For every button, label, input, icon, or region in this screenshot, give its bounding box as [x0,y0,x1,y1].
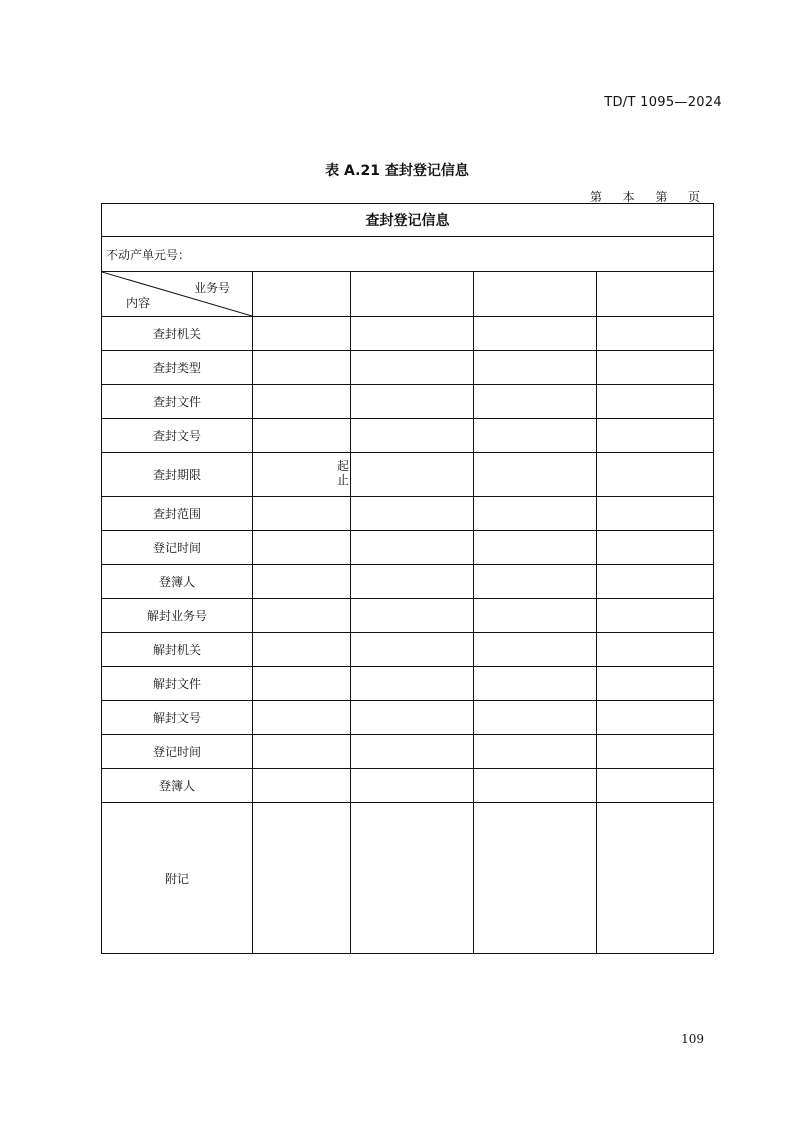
value-cell[interactable] [474,599,597,633]
table-row [102,317,714,351]
value-cell[interactable] [597,599,714,633]
row-label: 解封业务号 [102,599,253,633]
value-cell[interactable] [597,701,714,735]
value-cell[interactable] [253,667,351,701]
table-row [102,531,714,565]
row-label: 查封文号 [102,419,253,453]
value-cell[interactable] [253,531,351,565]
value-cell[interactable] [351,351,474,385]
value-cell[interactable] [474,565,597,599]
value-cell[interactable] [253,701,351,735]
period-end-label: 止 [336,473,349,487]
value-cell[interactable] [351,453,474,497]
diag-header-content: 内容 [126,296,151,310]
diagonal-header-cell [102,272,253,317]
value-cell[interactable] [474,769,597,803]
value-cell[interactable] [474,351,597,385]
page-number: 109 [681,1032,704,1046]
value-cell[interactable] [351,599,474,633]
notes-cell[interactable] [351,803,474,954]
value-cell[interactable] [351,385,474,419]
notes-cell[interactable] [253,803,351,954]
table-row [102,769,714,803]
value-cell[interactable] [474,497,597,531]
row-label-notes: 附记 [102,803,253,954]
value-cell[interactable] [351,565,474,599]
row-label: 查封期限 [102,453,253,497]
page-of-di: 第 [590,190,603,204]
row-label: 解封文件 [102,667,253,701]
table-row [102,599,714,633]
value-cell[interactable] [597,565,714,599]
row-label: 查封机关 [102,317,253,351]
value-cell[interactable] [597,769,714,803]
row-label: 登记时间 [102,735,253,769]
value-cell[interactable] [474,317,597,351]
value-cell[interactable] [597,317,714,351]
row-label: 解封文号 [102,701,253,735]
row-label: 查封类型 [102,351,253,385]
row-label: 登簿人 [102,565,253,599]
value-cell[interactable] [351,497,474,531]
row-label: 查封范围 [102,497,253,531]
page-of-ben: 本 [622,190,635,204]
value-cell[interactable] [253,565,351,599]
page-of-di2: 第 [655,190,668,204]
business-no-cell-1[interactable] [253,272,351,317]
value-cell[interactable] [597,351,714,385]
table-title: 查封登记信息 [102,204,714,237]
business-no-cell-3[interactable] [474,272,597,317]
table-row [102,701,714,735]
period-value-cell[interactable] [253,453,351,497]
table-row [102,735,714,769]
value-cell[interactable] [474,385,597,419]
value-cell[interactable] [474,453,597,497]
page-of-ye: 页 [687,190,700,204]
value-cell[interactable] [351,701,474,735]
table-row [102,497,714,531]
value-cell[interactable] [597,531,714,565]
value-cell[interactable] [253,419,351,453]
value-cell[interactable] [253,633,351,667]
table-row [102,419,714,453]
table-row [102,667,714,701]
table-row [102,385,714,419]
value-cell[interactable] [474,735,597,769]
table-row [102,633,714,667]
notes-cell[interactable] [474,803,597,954]
value-cell[interactable] [253,497,351,531]
value-cell[interactable] [597,453,714,497]
value-cell[interactable] [253,599,351,633]
seizure-registration-table [101,203,714,954]
value-cell[interactable] [474,419,597,453]
diag-header-business-no: 业务号 [193,281,230,295]
row-label: 查封文件 [102,385,253,419]
value-cell[interactable] [474,701,597,735]
business-no-cell-4[interactable] [597,272,714,317]
value-cell[interactable] [597,735,714,769]
standard-code: TD/T 1095—2024 [604,95,722,110]
unit-number-label: 不动产单元号： [102,237,714,272]
table-row [102,351,714,385]
period-marks [336,459,350,487]
table-row-period [102,453,714,497]
value-cell[interactable] [597,667,714,701]
value-cell[interactable] [351,667,474,701]
value-cell[interactable] [351,419,474,453]
value-cell[interactable] [474,667,597,701]
value-cell[interactable] [253,385,351,419]
value-cell[interactable] [253,351,351,385]
table-row-notes [102,803,714,954]
value-cell[interactable] [351,633,474,667]
notes-cell[interactable] [597,803,714,954]
row-label: 解封机关 [102,633,253,667]
value-cell[interactable] [597,385,714,419]
value-cell[interactable] [597,497,714,531]
value-cell[interactable] [351,317,474,351]
value-cell[interactable] [351,769,474,803]
table-caption: 表 A.21 查封登记信息 [325,163,469,179]
business-no-cell-2[interactable] [351,272,474,317]
period-start-label: 起 [336,459,349,473]
table-row [102,565,714,599]
value-cell[interactable] [253,735,351,769]
value-cell[interactable] [597,633,714,667]
row-label: 登记时间 [102,531,253,565]
row-label: 登簿人 [102,769,253,803]
value-cell[interactable] [253,769,351,803]
value-cell[interactable] [351,735,474,769]
value-cell[interactable] [474,531,597,565]
value-cell[interactable] [351,531,474,565]
value-cell[interactable] [253,317,351,351]
value-cell[interactable] [474,633,597,667]
value-cell[interactable] [597,419,714,453]
